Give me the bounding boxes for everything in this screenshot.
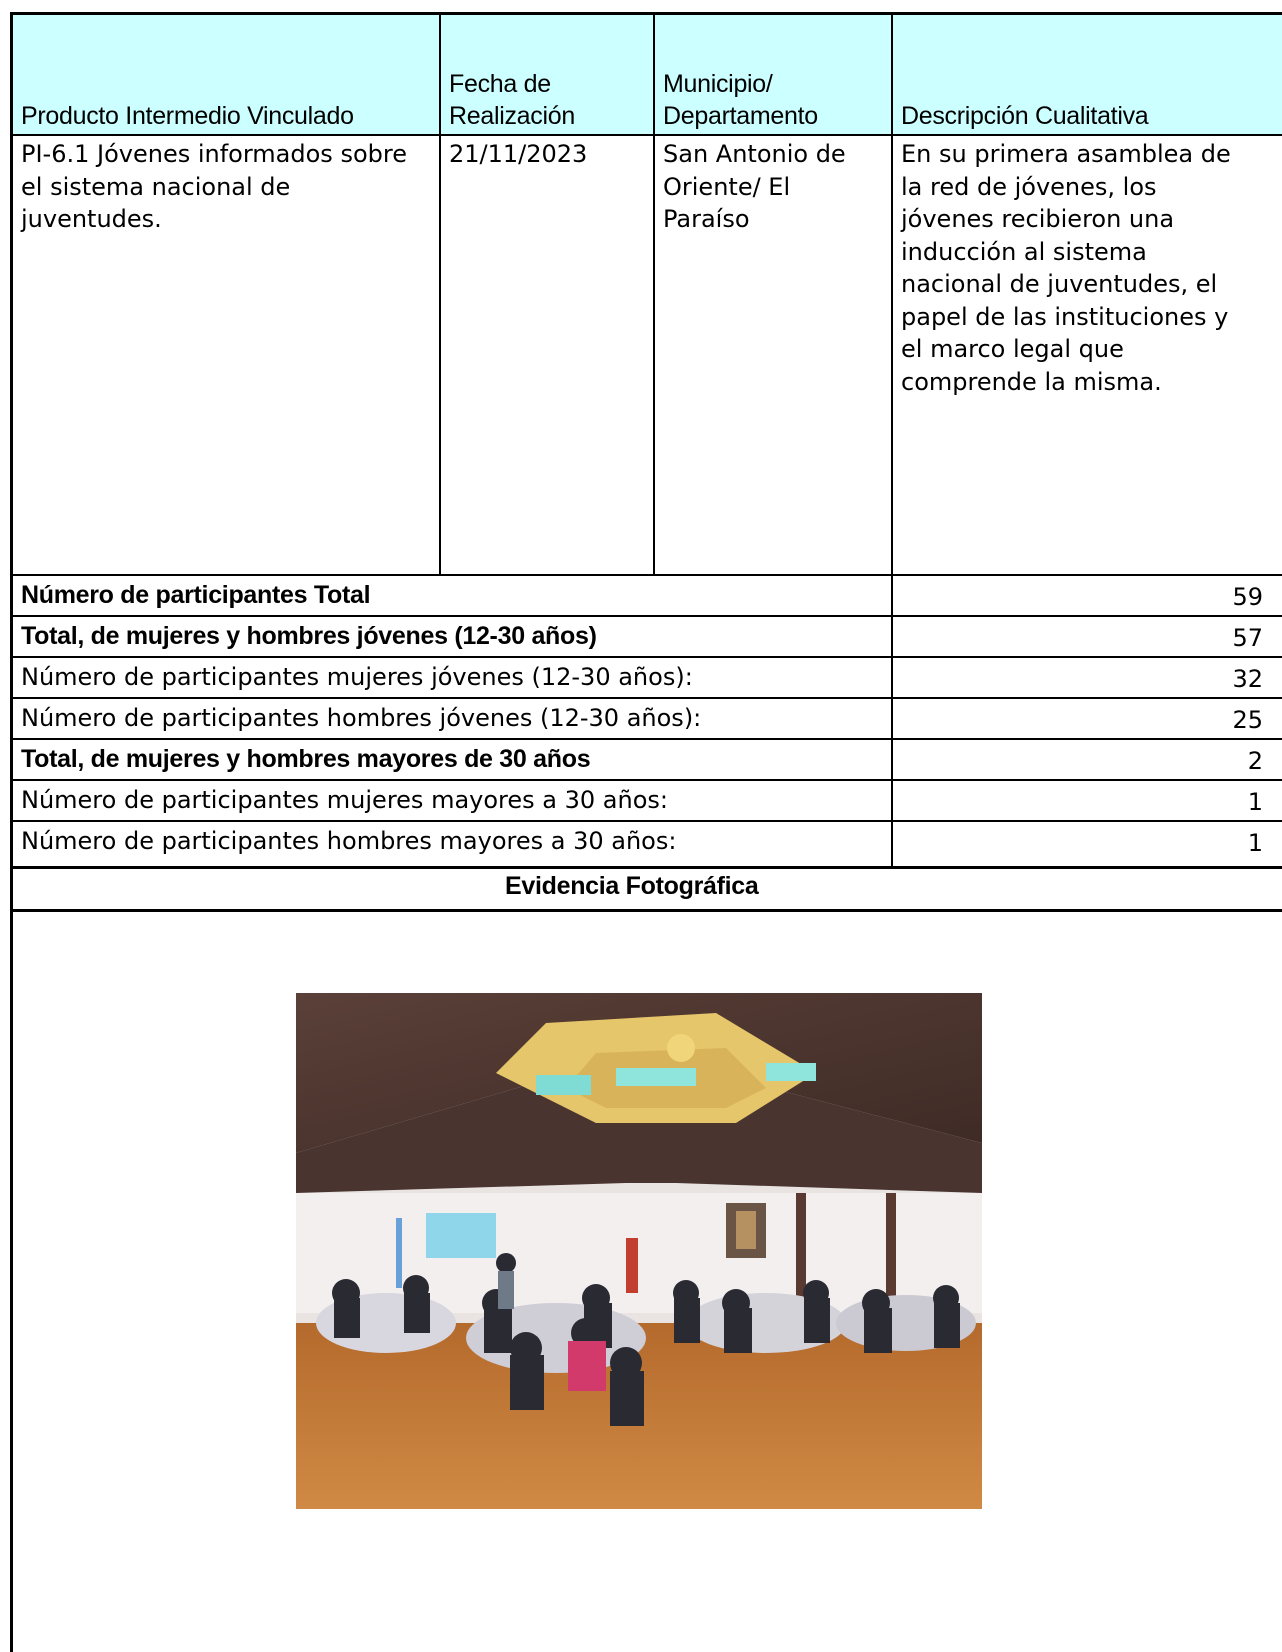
participants-value: 57 [1232, 624, 1263, 652]
participants-value: 25 [1232, 706, 1263, 734]
evidence-header [13, 867, 1282, 911]
cell-producto: PI-6.1 Jóvenes informados sobre el sistema nacional de juventudes. [21, 140, 407, 233]
participants-row [13, 656, 1282, 696]
cell-municipio: San Antonio de Oriente/ El Paraíso [663, 140, 846, 233]
header-fecha-label: Fecha de Realización [449, 70, 575, 130]
participants-label: Número de participantes Total [21, 581, 371, 609]
header-municipio-label: Municipio/ Departamento [663, 70, 818, 130]
participants-row [13, 615, 1282, 655]
participants-row [13, 574, 1282, 614]
header-producto [13, 15, 441, 136]
col-divider [653, 15, 655, 574]
header-producto-label: Producto Intermedio Vinculado [21, 102, 354, 130]
header-descripcion-label: Descripción Cualitativa [901, 102, 1149, 130]
participants-label: Número de participantes mujeres jóvenes (12-30 años): [21, 663, 693, 691]
row-divider [13, 909, 1282, 912]
col-divider [439, 15, 441, 574]
evidence-title: Evidencia Fotográfica [505, 872, 759, 900]
participants-row [13, 820, 1282, 860]
header-fecha [441, 15, 655, 136]
participants-label: Número de participantes mujeres mayores a 30 años: [21, 786, 668, 814]
participants-label: Total, de mujeres y hombres jóvenes (12-30 años) [21, 622, 597, 650]
cell-fecha: 21/11/2023 [449, 140, 588, 168]
participants-value: 1 [1247, 788, 1263, 816]
header-municipio [655, 15, 893, 136]
participants-label: Número de participantes hombres jóvenes (12-30 años): [21, 704, 702, 732]
participants-label: Total, de mujeres y hombres mayores de 30 años [21, 745, 591, 773]
participants-row [13, 779, 1282, 819]
event-photo [296, 993, 982, 1509]
participants-label: Número de participantes hombres mayores a 30 años: [21, 827, 677, 855]
participants-value: 59 [1232, 583, 1263, 611]
cell-descripcion: En su primera asamblea de la red de jóvenes, los jóvenes recibieron una inducción al sistema nacional de juventudes, el papel de las instituciones y el marco legal que comprende la misma. [901, 140, 1231, 396]
event-photo-image [296, 993, 982, 1509]
participants-row [13, 738, 1282, 778]
header-descripcion [893, 15, 1282, 136]
participants-row [13, 697, 1282, 737]
participants-value: 1 [1247, 829, 1263, 857]
participants-value: 2 [1247, 747, 1263, 775]
report-table [10, 12, 1282, 1652]
participants-value: 32 [1232, 665, 1263, 693]
